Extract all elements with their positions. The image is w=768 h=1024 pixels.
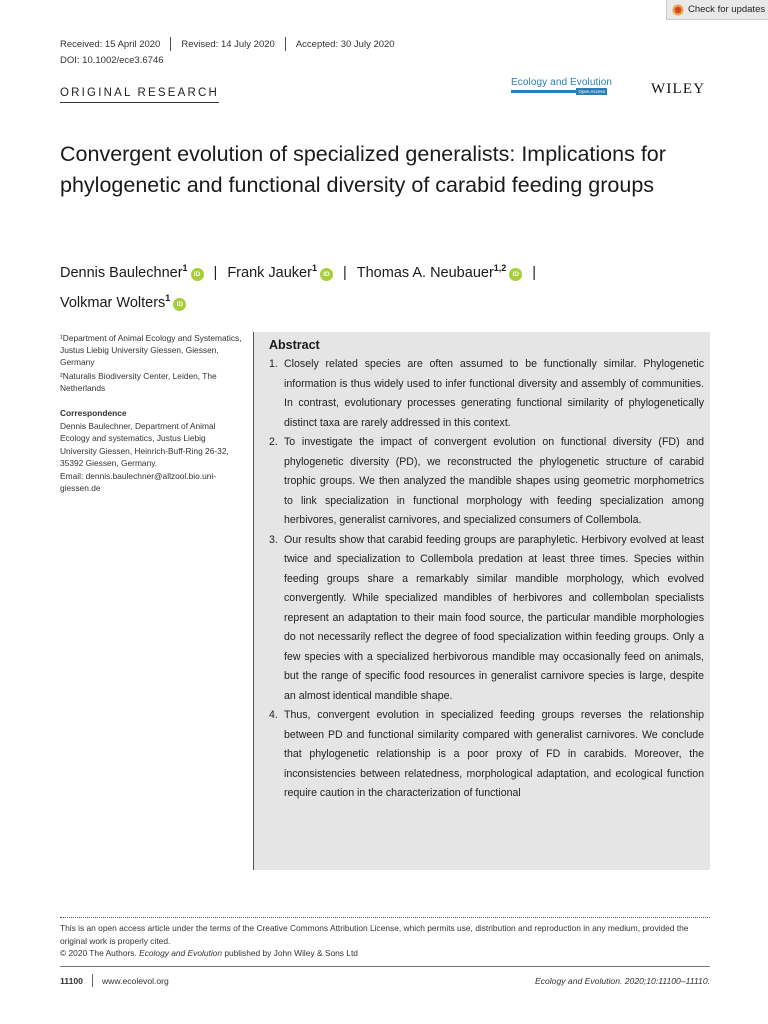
bottom-divider xyxy=(60,966,710,967)
abstract-item-number: 4. xyxy=(269,709,278,721)
correspondence-address: Dennis Baulechner, Department of Animal Ecology and systematics, Justus Liebig University Giessen, Heinrich-Buff-Ring 26-32, 35392 Giessen, Germany. xyxy=(60,421,229,468)
abstract-item xyxy=(269,706,704,804)
check-updates-label: Check for updates xyxy=(688,4,766,15)
author-affiliation-mark: 1 xyxy=(311,263,317,273)
abstract-list xyxy=(269,355,704,804)
abstract-item-number: 2. xyxy=(269,436,278,448)
copyright-suffix: published by John Wiley & Sons Ltd xyxy=(224,948,358,958)
journal-logo-bar xyxy=(511,90,607,93)
orcid-icon[interactable]: ID xyxy=(173,298,186,311)
author-separator: | xyxy=(532,264,537,281)
abstract-item-text: To investigate the impact of convergent evolution on functional diversity (FD) and phylogenetic diversity (PD), we reconstructed the phylogenetic structure of carabid trophic groups. We then analyzed the mandible shapes using geometric morphometrics to link specialization in functional morphology with feeding specialization among herbivores, generalist carnivores, and specialized consumers of Collembola. xyxy=(284,436,704,526)
abstract-item-number: 1. xyxy=(269,358,278,370)
check-for-updates-button[interactable] xyxy=(666,0,768,20)
correspondence-email[interactable]: Email: dennis.baulechner@allzool.bio.uni-giessen.de xyxy=(60,471,217,494)
author-name[interactable]: Frank Jauker xyxy=(227,264,312,281)
journal-citation xyxy=(535,976,710,986)
check-updates-icon xyxy=(672,4,684,16)
abstract-item xyxy=(269,531,704,707)
abstract-item-text: Thus, convergent evolution in specialized feeding groups reverses the relationship between PD and functional similarity compared with generalist carnivores. We conclude that phylogenetic relationship is a poor proxy of FD in carabids. Moreover, the inconsistencies between relatedness, morphological adaptation, and ecological function require caution in the characterization of functional xyxy=(284,709,704,799)
article-type-label: ORIGINAL RESEARCH xyxy=(60,87,219,103)
author xyxy=(227,265,333,281)
orcid-icon[interactable]: ID xyxy=(509,268,522,281)
affiliation: ¹Department of Animal Ecology and Systematics, Justus Liebig University Giessen, Giessen, Germany xyxy=(60,333,242,368)
journal-logo xyxy=(511,77,611,93)
article-history xyxy=(60,37,395,51)
copyright-line xyxy=(60,947,710,960)
author-separator: | xyxy=(342,264,347,281)
orcid-icon[interactable]: ID xyxy=(191,268,204,281)
article-title: Convergent evolution of specialized generalists: Implications for phylogenetic and functional diversity of carabid feeding groups xyxy=(60,142,666,197)
page-number: 11100 xyxy=(60,975,83,986)
journal-name: Ecology and Evolution xyxy=(511,77,613,88)
publisher-logo: WILEY xyxy=(651,81,706,97)
author-affiliation-mark: 1 xyxy=(165,292,171,303)
author-affiliation-mark: 1,2 xyxy=(493,263,507,273)
journal-url[interactable]: www.ecolevol.org xyxy=(101,975,169,986)
footer-divider xyxy=(60,917,710,918)
open-access-badge: Open Access xyxy=(578,89,605,94)
divider xyxy=(170,37,171,51)
author-affiliation-mark: 1 xyxy=(182,263,188,273)
author-separator: | xyxy=(213,264,218,281)
orcid-icon[interactable]: ID xyxy=(320,268,333,281)
correspondence-heading: Correspondence xyxy=(60,408,127,419)
affiliation: ²Naturalis Biodiversity Center, Leiden, The Netherlands xyxy=(60,370,217,393)
abstract-item-text: Our results show that carabid feeding groups are paraphyletic. Herbivory evolved at least twice and specialization to Collembola predation at least three times. Species within feeding groups share a remarkably similar mandible morphology, which evolved convergently. While specialized mandibles of herbivores and collembolan specialists represent an adaptation to their main food source, the particular mandible morphologies do not necessarily reflect the degree of food specialization within feeding groups. Only a few species with a specialized herbivorous mandible may occasionally feed on animals, but the range of specific food resources in generalist carnivore species is large, despite an almost identical mandible shape. xyxy=(284,533,704,702)
abstract-item xyxy=(269,433,704,531)
abstract-box xyxy=(253,332,710,870)
divider xyxy=(285,37,286,51)
author-name[interactable]: Thomas A. Neubauer xyxy=(356,264,494,281)
accepted-date: Accepted: 30 July 2020 xyxy=(295,38,395,50)
doi[interactable]: DOI: 10.1002/ece3.6746 xyxy=(60,55,164,66)
author-name[interactable]: Volkmar Wolters xyxy=(60,294,166,311)
author xyxy=(60,265,204,281)
affiliations-sidebar xyxy=(60,332,242,495)
license-text: This is an open access article under the terms of the Creative Commons Attribution License, which permits use, distribution and reproduction in any medium, provided the original work is properly cited. xyxy=(60,923,689,946)
revised-date: Revised: 14 July 2020 xyxy=(181,38,275,50)
abstract-heading: Abstract xyxy=(269,338,320,352)
abstract-item xyxy=(269,355,704,433)
received-date: Received: 15 April 2020 xyxy=(60,38,161,50)
abstract-item-text: Closely related species are often assumed to be functionally similar. Phylogenetic information is thus widely used to infer functional diversity and assembly of communities. In contrast, evolutionary processes generating functional similarity of phylogenetically distinct taxa are rarely addressed in this context. xyxy=(284,358,704,429)
license-notice xyxy=(60,922,710,960)
author-name[interactable]: Dennis Baulechner xyxy=(60,264,183,281)
author-list xyxy=(60,256,620,316)
copyright-prefix: © 2020 The Authors. xyxy=(60,948,137,958)
divider xyxy=(92,974,93,987)
copyright-journal: Ecology and Evolution xyxy=(139,948,222,958)
author xyxy=(357,265,523,281)
citation-text: Ecology and Evolution. 2020;10:11100–11110. xyxy=(534,975,710,986)
page-footer xyxy=(60,974,710,987)
abstract-item-number: 3. xyxy=(269,533,278,546)
author xyxy=(60,292,186,311)
